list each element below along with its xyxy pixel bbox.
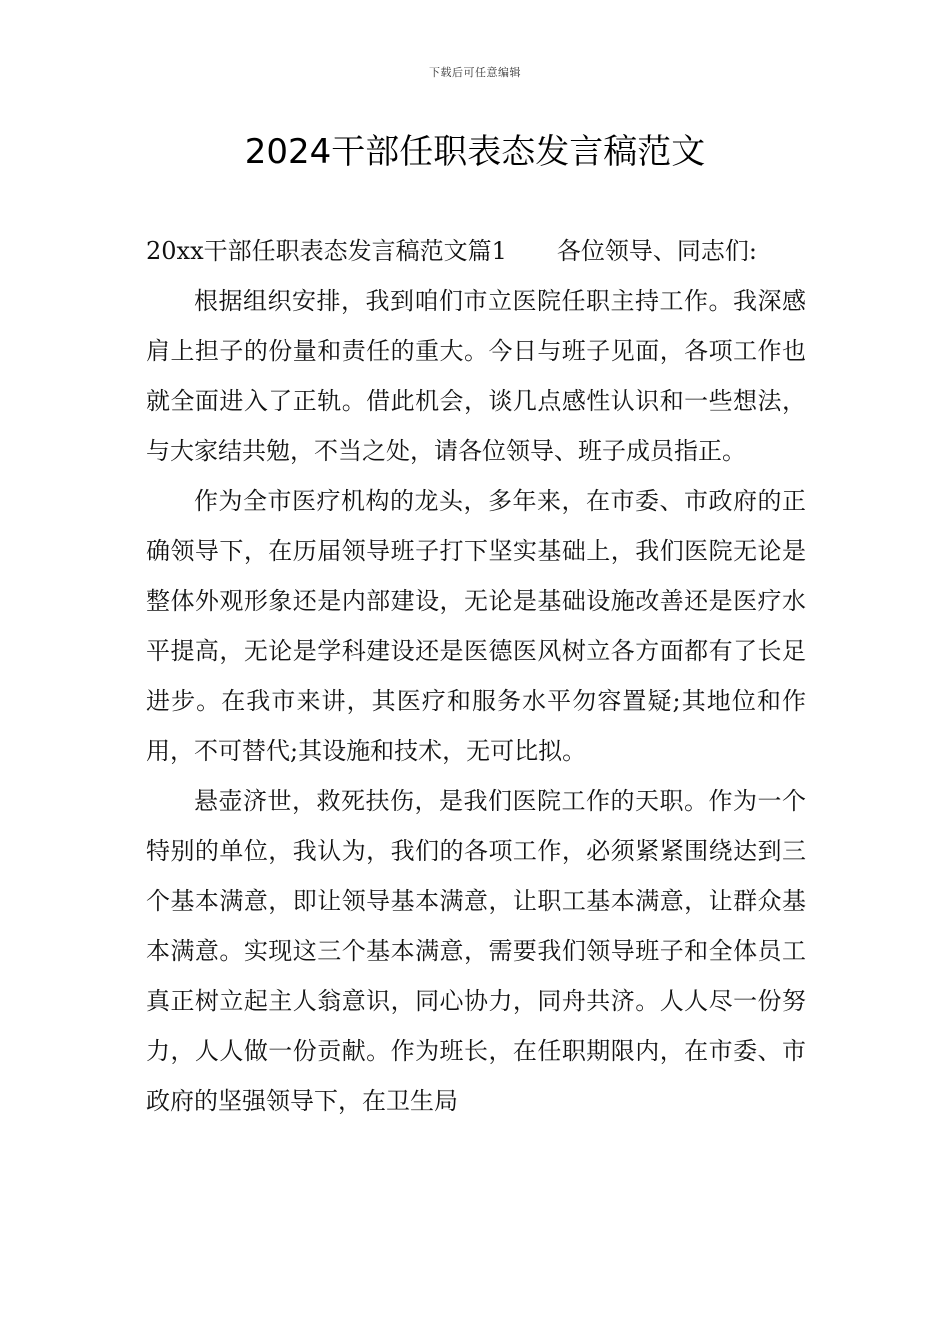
paragraph-2: 作为全市医疗机构的龙头，多年来，在市委、市政府的正确领导下，在历届领导班子打下坚实基础上，我们医院无论是整体外观形象还是内部建设，无论是基础设施改善还是医疗水平提高，无论是学科建设还是医德医风树立各方面都有了长足进步。在我市来讲，其医疗和服务水平勿容置疑;其地位和作用，不可替代;其设施和技术，无可比拟。 (146, 487, 806, 765)
intro-heading: 20xx干部任职表态发言稿范文篇1 (146, 237, 507, 265)
intro-greeting: 各位领导、同志们: (556, 237, 757, 265)
intro-line (146, 226, 806, 276)
document-body (146, 226, 806, 1126)
paragraph-3: 悬壶济世，救死扶伤，是我们医院工作的天职。作为一个特别的单位，我认为，我们的各项工作，必须紧紧围绕达到三个基本满意，即让领导基本满意，让职工基本满意，让群众基本满意。实现这三个基本满意，需要我们领导班子和全体员工真正树立起主人翁意识，同心协力，同舟共济。人人尽一份努力，人人做一份贡献。作为班长，在任职期限内，在市委、市政府的坚强领导下，在卫生局 (146, 787, 806, 1115)
header-note: 下载后可任意编辑 (429, 66, 521, 79)
paragraph-1: 根据组织安排，我到咱们市立医院任职主持工作。我深感肩上担子的份量和责任的重大。今日与班子见面，各项工作也就全面进入了正轨。借此机会，谈几点感性认识和一些想法，与大家结共勉，不当之处，请各位领导、班子成员指正。 (146, 287, 806, 465)
document-title: 2024干部任职表态发言稿范文 (244, 132, 706, 172)
